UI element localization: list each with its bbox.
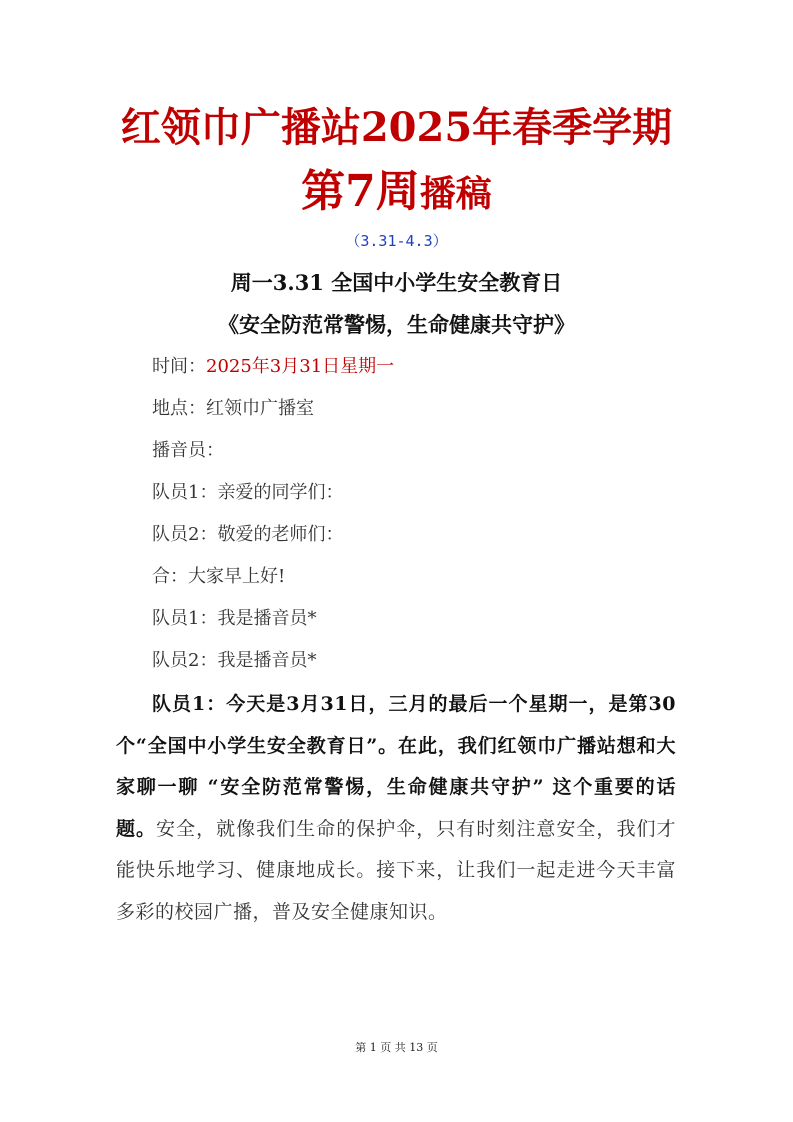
time-line xyxy=(152,353,394,381)
week-number-title: 第7周 xyxy=(301,166,420,217)
dialogue-line: 队员1：我是播音员* xyxy=(152,608,317,629)
announcers-line: 播音员： xyxy=(152,440,224,461)
document-title-line2 xyxy=(0,160,793,233)
dialogue-line: 队员2：敬爱的老师们： xyxy=(152,524,344,545)
broadcast-script-title: 播稿 xyxy=(419,173,492,215)
dialogue-line: 队员1：亲爱的同学们： xyxy=(152,482,344,503)
dialogue-line: 合：大家早上好! xyxy=(152,566,286,587)
time-value: 2025年3月31日星期一 xyxy=(206,356,395,377)
monday-topic: 《安全防范常警惕，生命健康共守护》 xyxy=(218,312,575,337)
date-range: （3.31-4.3） xyxy=(345,232,448,250)
document-title-line1: 红领巾广播站2025年春季学期 xyxy=(120,104,673,151)
dialogue-line: 队员2：我是播音员* xyxy=(152,650,317,671)
monday-heading: 周一3.31 全国中小学生安全教育日 xyxy=(230,270,563,295)
place-line: 地点：红领巾广播室 xyxy=(152,398,314,419)
opening-paragraph xyxy=(116,684,676,933)
time-label: 时间： xyxy=(152,356,206,377)
paragraph-bold-text: 队员1：今天是3月31日，三月的最后一个星期一，是第30个“全国中小学生安全教育日”。在此，我们红领巾广播站想和大家聊一聊 “安全防范常警惕，生命健康共守护” 这个重要的话题。 xyxy=(116,693,676,840)
page-footer: 第 1 页 共 13 页 xyxy=(355,1041,438,1054)
paragraph-normal-text: 安全，就像我们生命的保护伞，只有时刻注意安全，我们才能快乐地学习、健康地成长。接下来，让我们一起走进今天丰富多彩的校园广播，普及安全健康知识。 xyxy=(116,817,676,923)
